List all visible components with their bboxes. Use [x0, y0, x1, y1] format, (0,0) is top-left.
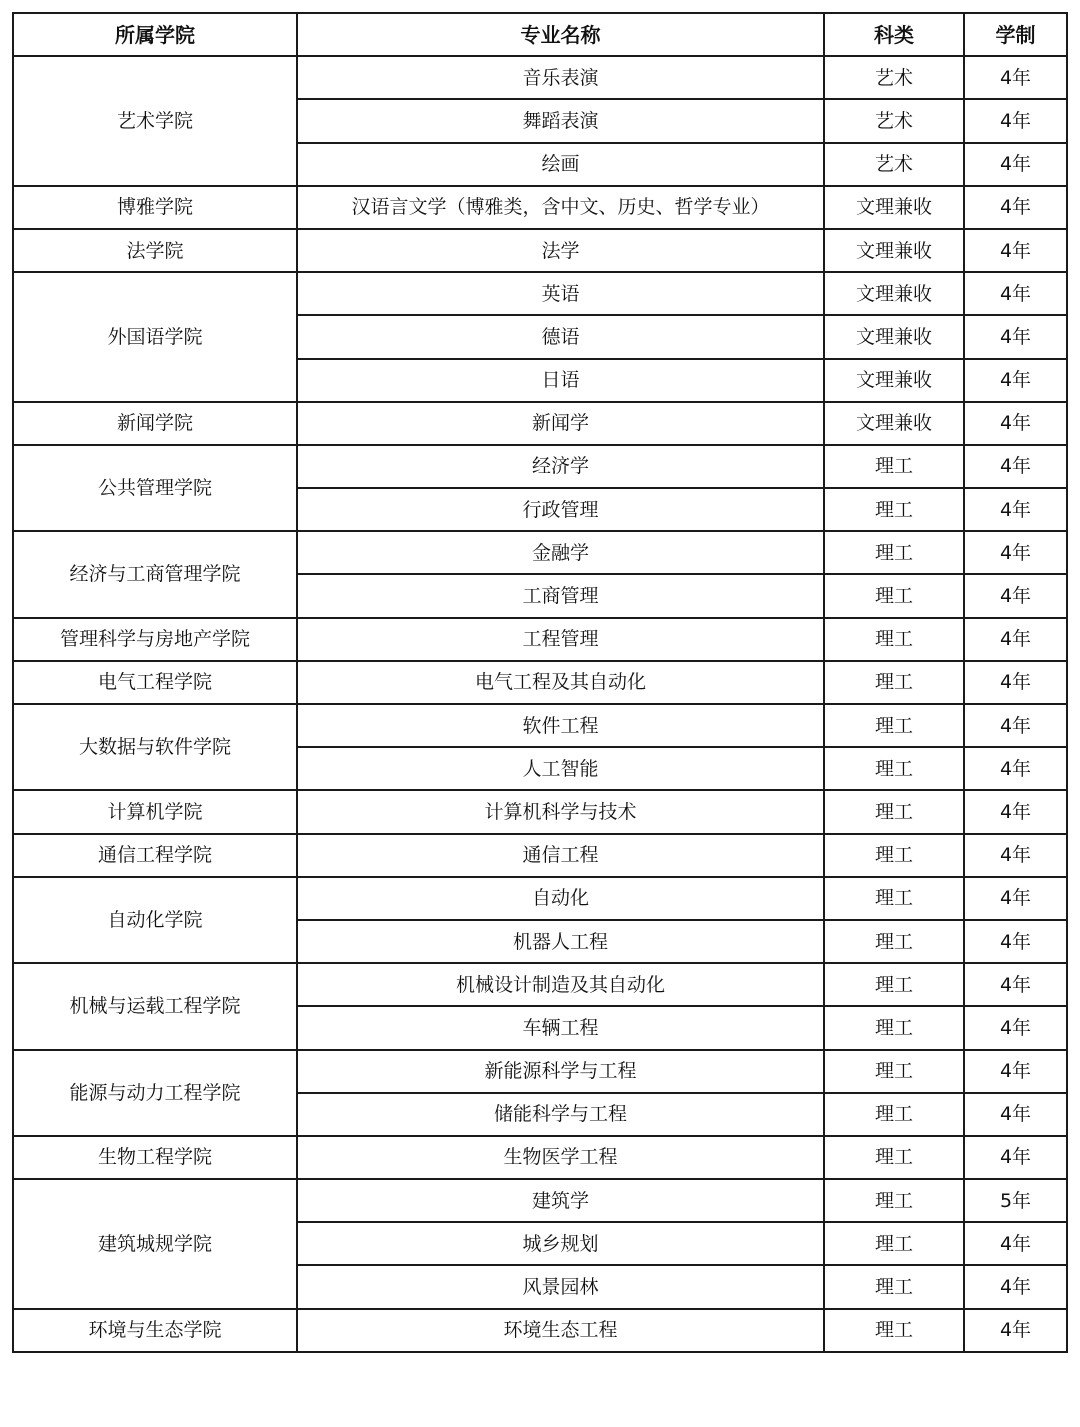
category-cell: 理工	[824, 1050, 964, 1093]
category-cell: 理工	[824, 790, 964, 833]
major-cell: 英语	[297, 272, 824, 315]
duration-cell: 4年	[964, 1050, 1067, 1093]
college-cell: 外国语学院	[13, 272, 297, 402]
duration-cell: 4年	[964, 402, 1067, 445]
duration-cell: 4年	[964, 143, 1067, 186]
category-cell: 理工	[824, 704, 964, 747]
college-cell: 公共管理学院	[13, 445, 297, 531]
duration-cell: 4年	[964, 272, 1067, 315]
major-cell: 通信工程	[297, 834, 824, 877]
category-cell: 理工	[824, 445, 964, 488]
duration-cell: 4年	[964, 229, 1067, 272]
category-cell: 文理兼收	[824, 272, 964, 315]
duration-cell: 4年	[964, 1093, 1067, 1136]
college-cell: 自动化学院	[13, 877, 297, 963]
category-cell: 理工	[824, 661, 964, 704]
header-major: 专业名称	[297, 13, 824, 56]
major-cell: 电气工程及其自动化	[297, 661, 824, 704]
college-cell: 生物工程学院	[13, 1136, 297, 1179]
duration-cell: 4年	[964, 920, 1067, 963]
major-cell: 计算机科学与技术	[297, 790, 824, 833]
major-cell: 软件工程	[297, 704, 824, 747]
header-category: 科类	[824, 13, 964, 56]
category-cell: 理工	[824, 531, 964, 574]
table-header	[13, 13, 1067, 56]
major-cell: 法学	[297, 229, 824, 272]
table-row	[13, 1309, 1067, 1352]
duration-cell: 4年	[964, 790, 1067, 833]
table-row	[13, 445, 1067, 488]
category-cell: 艺术	[824, 56, 964, 99]
major-cell: 汉语言文学（博雅类，含中文、历史、哲学专业）	[297, 186, 824, 229]
duration-cell: 4年	[964, 359, 1067, 402]
table-row	[13, 1179, 1067, 1222]
major-cell: 机器人工程	[297, 920, 824, 963]
category-cell: 理工	[824, 834, 964, 877]
major-cell: 日语	[297, 359, 824, 402]
table-row	[13, 272, 1067, 315]
duration-cell: 4年	[964, 1309, 1067, 1352]
table-row	[13, 790, 1067, 833]
major-cell: 新闻学	[297, 402, 824, 445]
college-cell: 能源与动力工程学院	[13, 1050, 297, 1136]
category-cell: 理工	[824, 1179, 964, 1222]
majors-table	[12, 12, 1068, 1353]
college-cell: 大数据与软件学院	[13, 704, 297, 790]
table-row	[13, 834, 1067, 877]
header-college: 所属学院	[13, 13, 297, 56]
duration-cell: 4年	[964, 186, 1067, 229]
major-cell: 经济学	[297, 445, 824, 488]
table-row	[13, 229, 1067, 272]
major-cell: 金融学	[297, 531, 824, 574]
major-cell: 人工智能	[297, 747, 824, 790]
college-cell: 通信工程学院	[13, 834, 297, 877]
table-row	[13, 402, 1067, 445]
college-cell: 经济与工商管理学院	[13, 531, 297, 617]
major-cell: 新能源科学与工程	[297, 1050, 824, 1093]
major-cell: 车辆工程	[297, 1006, 824, 1049]
major-cell: 德语	[297, 315, 824, 358]
major-cell: 风景园林	[297, 1265, 824, 1308]
major-cell: 储能科学与工程	[297, 1093, 824, 1136]
duration-cell: 4年	[964, 315, 1067, 358]
duration-cell: 4年	[964, 704, 1067, 747]
college-cell: 新闻学院	[13, 402, 297, 445]
major-cell: 工程管理	[297, 618, 824, 661]
duration-cell: 4年	[964, 445, 1067, 488]
category-cell: 文理兼收	[824, 186, 964, 229]
category-cell: 理工	[824, 920, 964, 963]
duration-cell: 4年	[964, 488, 1067, 531]
table-row	[13, 618, 1067, 661]
major-cell: 绘画	[297, 143, 824, 186]
major-cell: 建筑学	[297, 1179, 824, 1222]
category-cell: 理工	[824, 963, 964, 1006]
college-cell: 机械与运载工程学院	[13, 963, 297, 1049]
category-cell: 艺术	[824, 143, 964, 186]
duration-cell: 4年	[964, 747, 1067, 790]
major-cell: 环境生态工程	[297, 1309, 824, 1352]
category-cell: 理工	[824, 1222, 964, 1265]
category-cell: 文理兼收	[824, 315, 964, 358]
category-cell: 文理兼收	[824, 359, 964, 402]
major-cell: 音乐表演	[297, 56, 824, 99]
category-cell: 理工	[824, 1006, 964, 1049]
college-cell: 电气工程学院	[13, 661, 297, 704]
college-cell: 建筑城规学院	[13, 1179, 297, 1309]
duration-cell: 4年	[964, 618, 1067, 661]
duration-cell: 4年	[964, 877, 1067, 920]
category-cell: 理工	[824, 1309, 964, 1352]
major-cell: 工商管理	[297, 574, 824, 617]
duration-cell: 4年	[964, 574, 1067, 617]
college-cell: 博雅学院	[13, 186, 297, 229]
major-cell: 舞蹈表演	[297, 99, 824, 142]
table-row	[13, 963, 1067, 1006]
duration-cell: 4年	[964, 661, 1067, 704]
duration-cell: 4年	[964, 963, 1067, 1006]
duration-cell: 4年	[964, 1006, 1067, 1049]
duration-cell: 4年	[964, 531, 1067, 574]
category-cell: 理工	[824, 574, 964, 617]
category-cell: 理工	[824, 1093, 964, 1136]
duration-cell: 4年	[964, 834, 1067, 877]
table-row	[13, 1136, 1067, 1179]
table-row	[13, 661, 1067, 704]
table-row	[13, 1050, 1067, 1093]
duration-cell: 5年	[964, 1179, 1067, 1222]
college-cell: 计算机学院	[13, 790, 297, 833]
header-row	[13, 13, 1067, 56]
table-body	[13, 56, 1067, 1352]
major-cell: 自动化	[297, 877, 824, 920]
header-duration: 学制	[964, 13, 1067, 56]
duration-cell: 4年	[964, 99, 1067, 142]
major-cell: 生物医学工程	[297, 1136, 824, 1179]
college-cell: 环境与生态学院	[13, 1309, 297, 1352]
category-cell: 理工	[824, 877, 964, 920]
college-cell: 管理科学与房地产学院	[13, 618, 297, 661]
duration-cell: 4年	[964, 1222, 1067, 1265]
college-cell: 艺术学院	[13, 56, 297, 186]
duration-cell: 4年	[964, 56, 1067, 99]
category-cell: 理工	[824, 1136, 964, 1179]
category-cell: 理工	[824, 618, 964, 661]
table-row	[13, 877, 1067, 920]
category-cell: 文理兼收	[824, 402, 964, 445]
category-cell: 理工	[824, 488, 964, 531]
table-row	[13, 704, 1067, 747]
duration-cell: 4年	[964, 1136, 1067, 1179]
category-cell: 艺术	[824, 99, 964, 142]
major-cell: 行政管理	[297, 488, 824, 531]
table-row	[13, 531, 1067, 574]
table-row	[13, 186, 1067, 229]
table-row	[13, 56, 1067, 99]
category-cell: 理工	[824, 1265, 964, 1308]
category-cell: 文理兼收	[824, 229, 964, 272]
major-cell: 机械设计制造及其自动化	[297, 963, 824, 1006]
duration-cell: 4年	[964, 1265, 1067, 1308]
college-cell: 法学院	[13, 229, 297, 272]
major-cell: 城乡规划	[297, 1222, 824, 1265]
category-cell: 理工	[824, 747, 964, 790]
